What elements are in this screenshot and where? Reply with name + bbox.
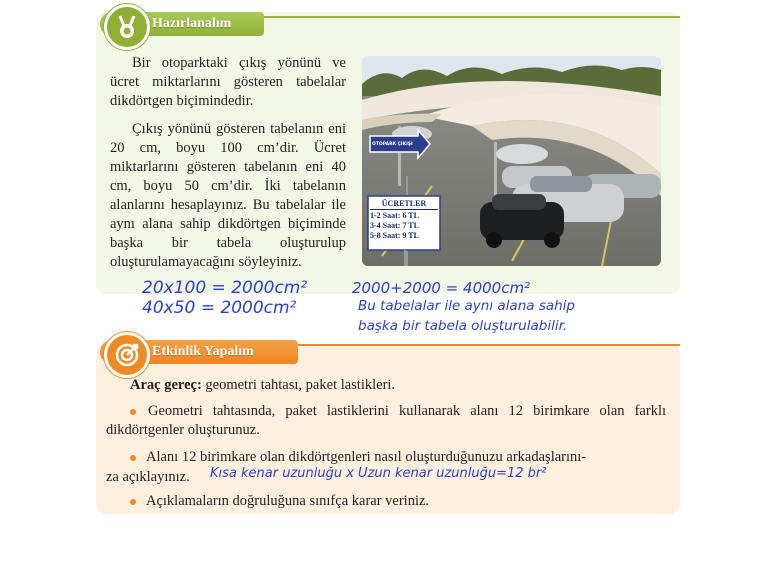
- activity-item-2-text: Alanı 12 birimkare olan dikdörtgenleri nasıl oluşturduğunuzu arkadaşlarını-: [146, 449, 587, 465]
- activity-item-2-cont: za açıklayınız.: [106, 469, 190, 485]
- section-divider: [290, 344, 680, 346]
- parking-lot-photo: [362, 56, 661, 266]
- intro-paragraph: Bir otoparktaki çıkış yönünü ve ücret miktarlarını gösteren tabelalar dikdörtgen biçimindedir.: [110, 55, 346, 109]
- fees-sign: [370, 199, 438, 241]
- activity-item-1: [106, 402, 666, 440]
- materials-label: Araç gereç:: [130, 377, 202, 393]
- activity-item-1-text: Geometri tahtasında, paket lastiklerini kullanarak alanı 12 birimkare olan farklı dikdörtgenler oluşturunuz.: [106, 403, 666, 438]
- activity-item-3: [130, 492, 429, 511]
- materials-line: [130, 376, 395, 395]
- bullet-icon: [130, 455, 136, 461]
- etkinlik-title: Etkinlik Yapalım: [152, 344, 254, 359]
- fees-sign-row: 3-4 Saat: 7 TL: [370, 221, 419, 230]
- handwritten-calc-1: 20x100 = 2000cm²: [142, 278, 308, 298]
- handwritten-answer-line2: başka bir tabela oluşturulabilir.: [358, 318, 568, 334]
- target-icon: [104, 332, 150, 378]
- handwritten-answer-line1: Bu tabelalar ile aynı alana sahip: [358, 298, 575, 314]
- handwritten-sum: 2000+2000 = 4000cm²: [352, 279, 531, 297]
- section-divider: [240, 16, 680, 18]
- bullet-icon: [130, 499, 136, 505]
- activity-item-3-text: Açıklamaların doğruluğuna sınıfça karar veriniz.: [146, 493, 430, 509]
- handwritten-answer-inline: Kısa kenar uzunluğu x Uzun kenar uzunluğu=12 br²: [210, 466, 547, 481]
- activity-item-2: [130, 448, 586, 467]
- materials-text: geometri tahtası, paket lastikleri.: [201, 377, 396, 393]
- handwritten-calc-2: 40x50 = 2000cm²: [142, 298, 297, 318]
- medal-icon: [104, 4, 150, 50]
- hazirlanalim-title: Hazırlanalım: [152, 16, 232, 31]
- fees-sign-row: 1-2 Saat: 6 TL: [370, 211, 419, 220]
- fees-sign-row: 5-8 Saat: 9 TL: [370, 231, 419, 240]
- exit-sign-text: OTOPARK ÇIKIŞI: [372, 142, 413, 147]
- bullet-icon: [130, 409, 136, 415]
- fees-sign-title: ÜCRETLER: [370, 199, 438, 210]
- problem-paragraph: Çıkış yönünü gösteren tabelanın eni 20 cm, boyu 100 cm’dir. Ücret miktarlarını gösteren tabelanın eni 40 cm, boyu 50 cm’dir. İki tabelanın alanlarını hesaplayınız. Bu tabelalar ile aynı alana sahip dikdörtgen biçiminde başka bir tabela oluşturulup oluşturulamayacağını söyleyiniz.: [110, 121, 346, 270]
